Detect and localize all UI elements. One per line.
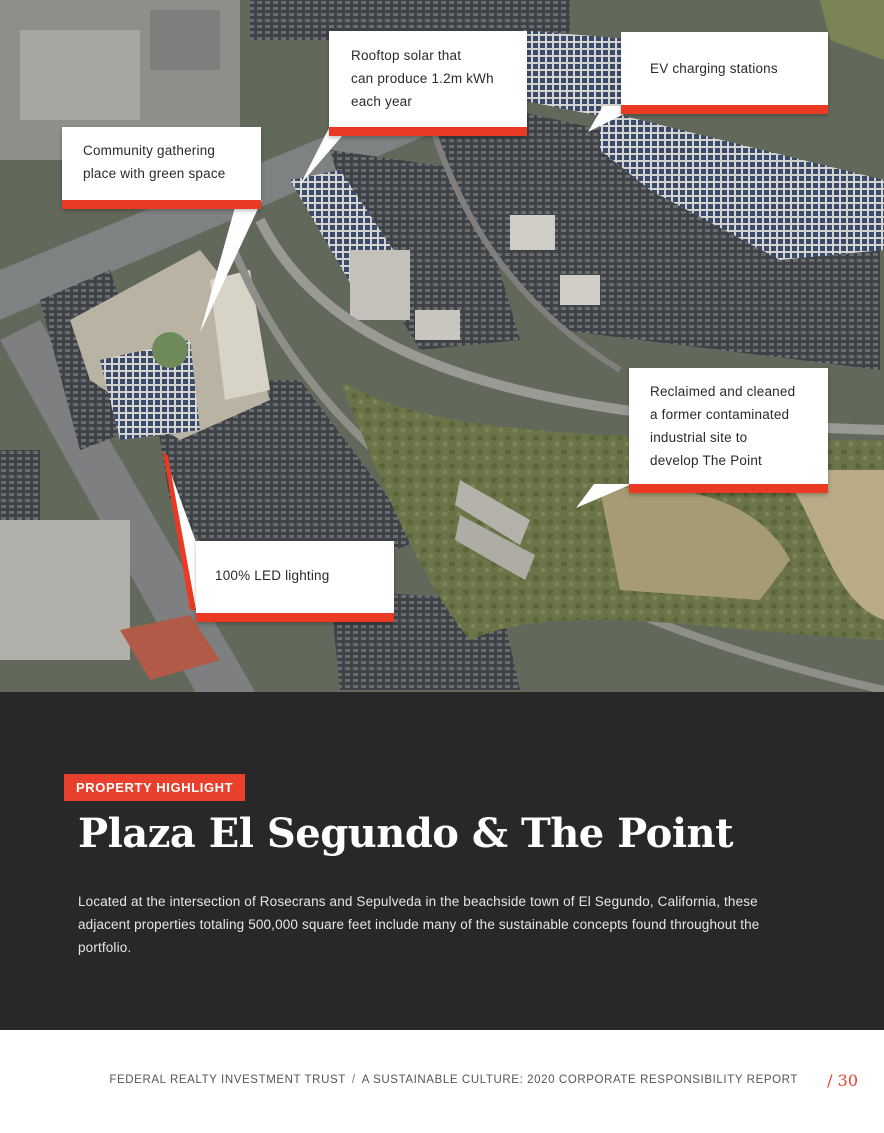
callout-text: EV charging stations — [650, 61, 778, 76]
page-number-prefix: / — [827, 1071, 833, 1090]
page-footer — [0, 1030, 884, 1133]
callout-accent-bar — [621, 105, 828, 114]
page-title: Plaza El Segundo & The Point — [78, 810, 734, 857]
callout-accent-bar — [629, 484, 828, 493]
callout-text: 100% LED lighting — [215, 568, 330, 583]
callout-text: Community gathering place with green space — [83, 143, 226, 181]
footer-company: FEDERAL REALTY INVESTMENT TRUST — [109, 1074, 346, 1086]
callout-text: Reclaimed and cleaned a former contaminated industrial site to develop The Point — [650, 384, 796, 468]
callout-accent-bar — [196, 613, 394, 622]
footer-report-title — [109, 1074, 798, 1086]
page-number — [827, 1071, 858, 1090]
property-highlight-badge: PROPERTY HIGHLIGHT — [64, 774, 245, 801]
callout-reclaimed-site — [629, 368, 828, 493]
callout-accent-bar — [329, 127, 527, 136]
footer-separator: / — [351, 1074, 356, 1086]
page-number-value: 30 — [837, 1071, 858, 1090]
callout-accent-bar — [62, 200, 261, 209]
callout-community-space — [62, 127, 261, 209]
footer-report: A SUSTAINABLE CULTURE: 2020 CORPORATE RESPONSIBILITY REPORT — [361, 1074, 798, 1086]
callout-rooftop-solar — [329, 31, 527, 136]
callout-led-lighting — [196, 541, 394, 622]
property-highlight-panel — [0, 692, 884, 1030]
callout-text: Rooftop solar that can produce 1.2m kWh each year — [351, 48, 494, 109]
callout-ev-charging — [621, 32, 828, 114]
property-description: Located at the intersection of Rosecrans and Sepulveda in the beachside town of El Segundo, California, these adjacent properties totaling 500,000 square feet include many of the sustainable concepts found throughout the portfolio. — [78, 894, 760, 955]
